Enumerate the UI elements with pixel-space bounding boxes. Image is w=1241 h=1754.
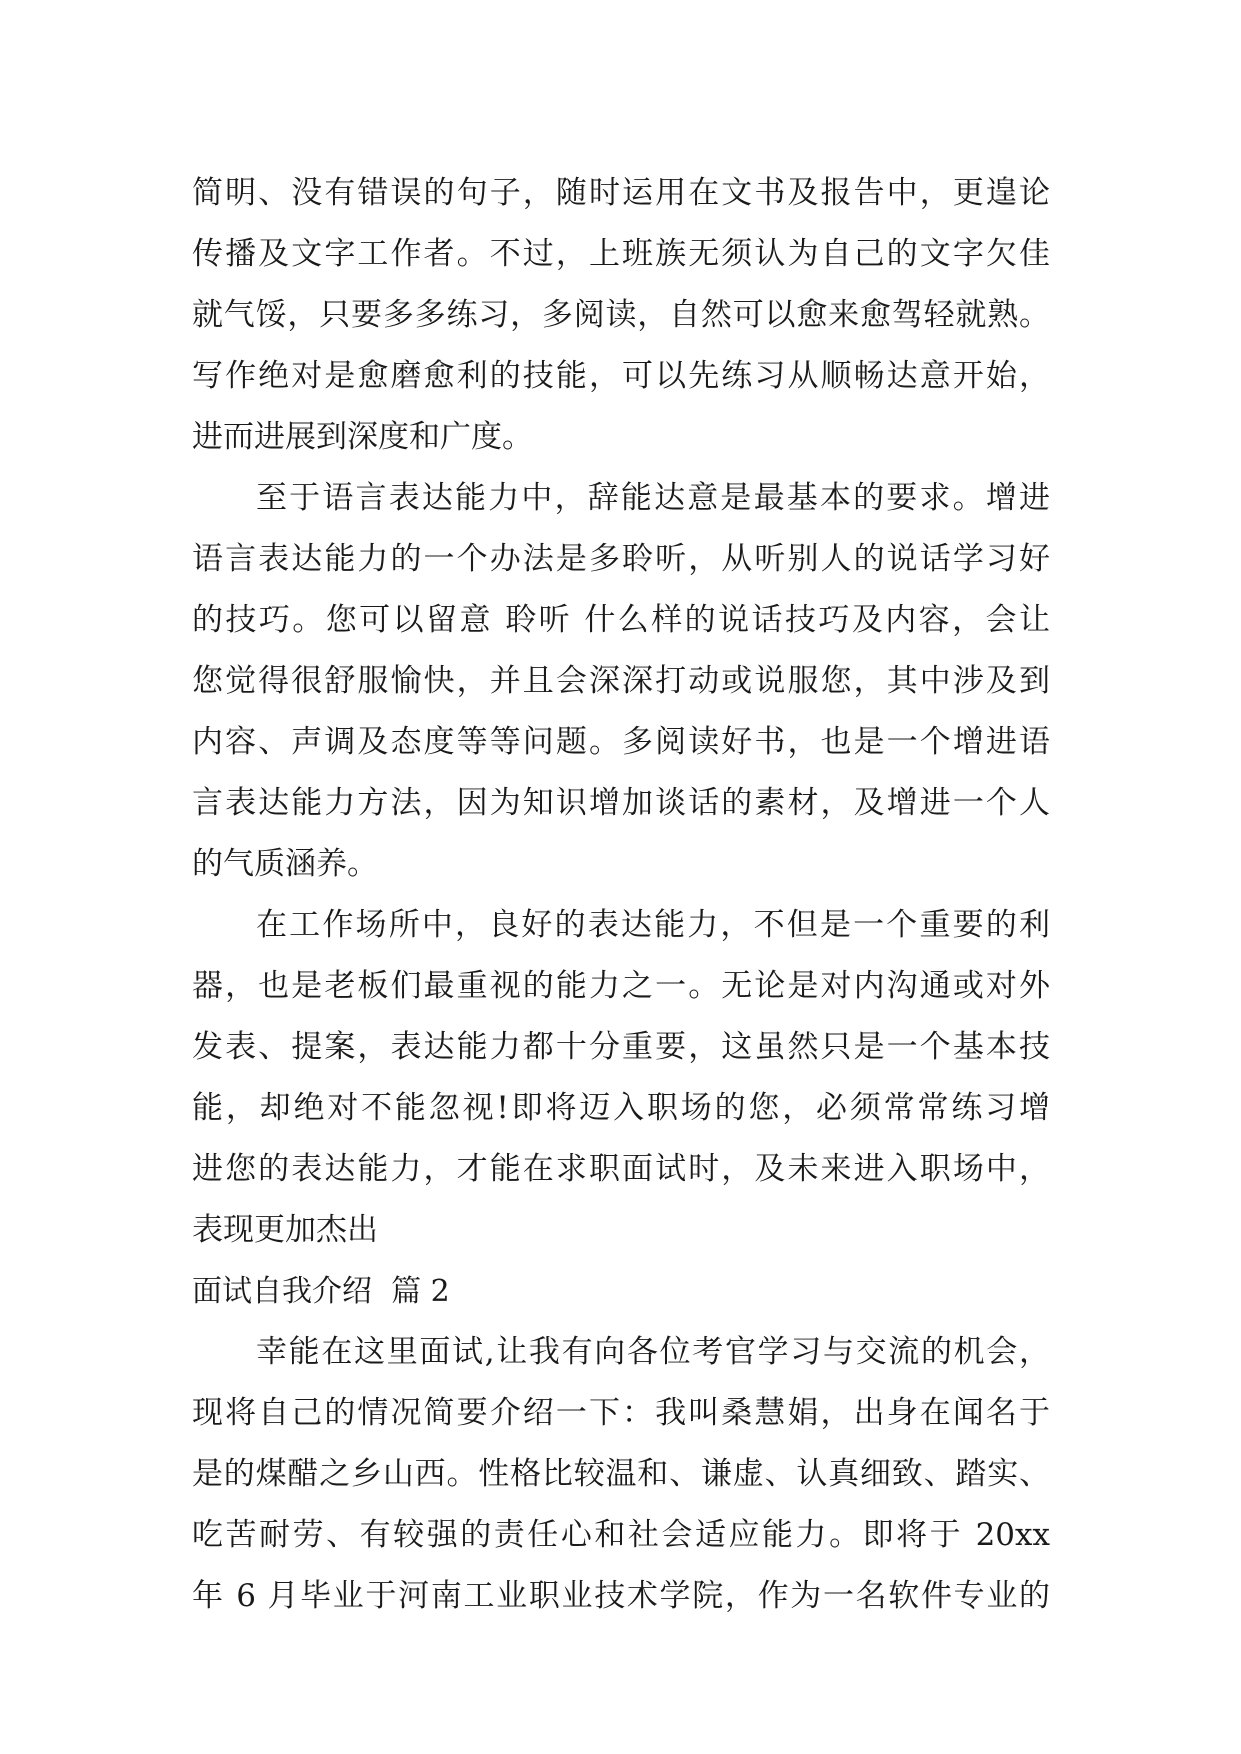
text-line: 现将自己的情况简要介绍一下：我叫桑慧娟，出身在闻名于: [192, 1395, 1050, 1431]
text-line: 就气馁，只要多多练习，多阅读，自然可以愈来愈驾轻就熟。: [192, 297, 1050, 333]
document-body: [192, 163, 1050, 1627]
text-line: 发表、提案，表达能力都十分重要，这虽然只是一个基本技: [192, 1029, 1050, 1065]
paragraph: [192, 468, 1050, 895]
text-line: 表现更加杰出: [192, 1212, 378, 1248]
text-line: 的技巧。您可以留意 聆听 什么样的说话技巧及内容，会让: [192, 602, 1050, 638]
text-line: 器，也是老板们最重视的能力之一。无论是对内沟通或对外: [192, 968, 1050, 1004]
text-line: 是的煤醋之乡山西。性格比较温和、谦虚、认真细致、踏实、: [192, 1456, 1050, 1492]
text-line: 传播及文字工作者。不过，上班族无须认为自己的文字欠佳: [192, 236, 1050, 272]
text-line: 您觉得很舒服愉快，并且会深深打动或说服您，其中涉及到: [192, 663, 1050, 699]
text-line: 的气质涵养。: [192, 846, 378, 882]
text-line: 年 6 月毕业于河南工业职业技术学院，作为一名软件专业的: [192, 1578, 1050, 1614]
paragraph: [192, 163, 1050, 468]
text-line: 内容、声调及态度等等问题。多阅读好书，也是一个增进语: [192, 724, 1050, 760]
paragraph: [192, 1322, 1050, 1627]
text-line: 简明、没有错误的句子，随时运用在文书及报告中，更遑论: [192, 175, 1050, 211]
text-line: 言表达能力方法，因为知识增加谈话的素材，及增进一个人: [192, 785, 1050, 821]
text-line: 能，却绝对不能忽视!即将迈入职场的您，必须常常练习增: [192, 1090, 1050, 1126]
text-line: 在工作场所中，良好的表达能力，不但是一个重要的利: [256, 907, 1050, 943]
section-heading: 面试自我介绍 篇 2: [192, 1274, 450, 1309]
text-line: 吃苦耐劳、有较强的责任心和社会适应能力。即将于 20xx: [192, 1517, 1050, 1553]
text-line: 写作绝对是愈磨愈利的技能，可以先练习从顺畅达意开始，: [192, 358, 1050, 394]
text-line: 进而进展到深度和广度。: [192, 419, 533, 455]
text-line: 幸能在这里面试,让我有向各位考官学习与交流的机会，: [256, 1334, 1050, 1370]
paragraph: [192, 895, 1050, 1261]
text-line: 至于语言表达能力中，辞能达意是最基本的要求。增进: [256, 480, 1050, 516]
text-line: 进您的表达能力，才能在求职面试时，及未来进入职场中，: [192, 1151, 1050, 1187]
text-line: 语言表达能力的一个办法是多聆听，从听别人的说话学习好: [192, 541, 1050, 577]
